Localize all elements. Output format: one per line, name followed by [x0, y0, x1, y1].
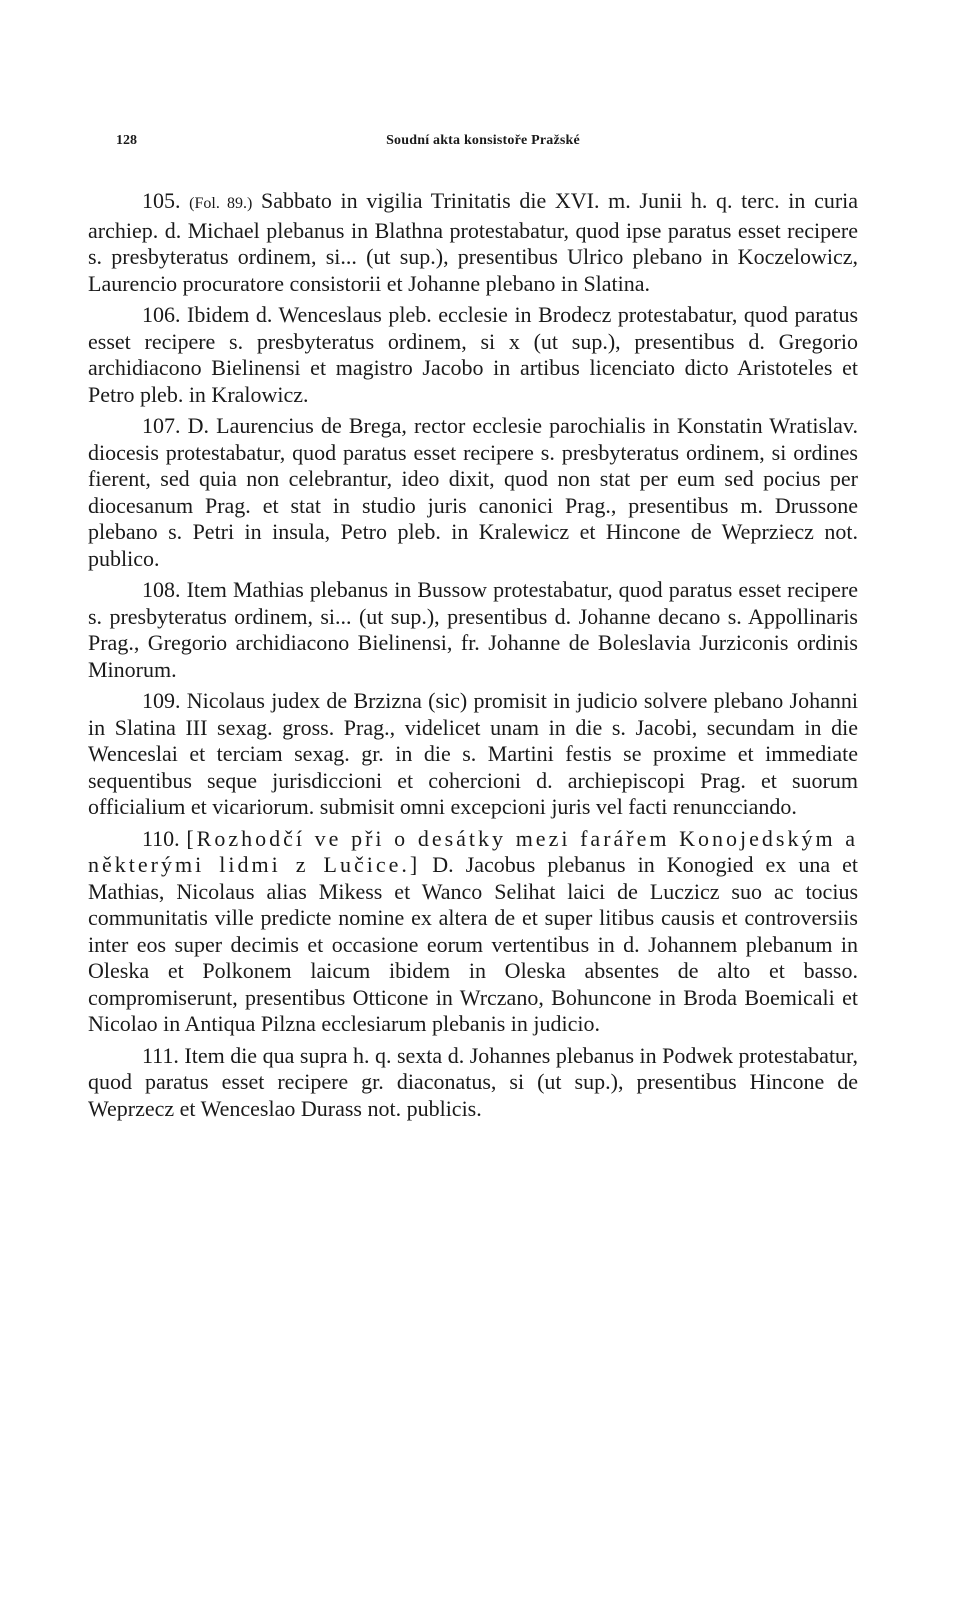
entry-number: 111.: [142, 1042, 179, 1068]
entry-110: [88, 826, 858, 1038]
entry-number: 109.: [142, 688, 181, 713]
entry-text: Nicolaus judex de Brzizna (sic) promisit in judicio solvere plebano Johanni in Slatina III sexag. gross. Prag., videlicet unam in die s. Jacobi, secundam in die Wenceslai et terciam sexag. gr. in die s. Martini festis se proxime et immediate sequentibus seque jurisdiccioni et cohercioni d. archiepiscopi Prag. et suorum officialium et vicariorum. submisit omni excepcioni juris vel facti renuncciando.: [88, 688, 858, 819]
entry-number: 108.: [142, 577, 181, 602]
entry-106: [88, 302, 858, 408]
entry-number: 110.: [142, 825, 180, 851]
entry-109: [88, 688, 858, 821]
entry-text: D. Jacobus plebanus in Konogied ex una et Mathias, Nicolaus alias Mikess et Wanco Selihat laici de Luczicz suo ac tocius communitatis ville predicte nomine ex altera de et super litibus causis et controversiis inter eos super decimis et occasione eorum vertentibus in d. Johannem plebanum in Oleska et Polkonem laicum ibidem in Oleska absentes de alto et basso. compromiserunt, presentibus Otticone in Wrczano, Bohuncone in Broda Boemicali et Nicolao in Antiqua Pilzna ecclesiarum plebanis in judicio.: [88, 852, 859, 1036]
entry-text: Ibidem d. Wenceslaus pleb. ecclesie in Brodecz protestabatur, quod paratus esset recipere s. presbyteratus ordinem, si x (ut sup.), presentibus d. Gregorio archidiacono Bielinensi et magistro Jacobo in artibus licenciato dicto Aristoteles et Petro pleb. in Kralowicz.: [88, 302, 858, 407]
page-number: 128: [116, 133, 137, 148]
entry-text: Item die qua supra h. q. sexta d. Johannes plebanus in Podwek protestabatur, quod paratus esset recipere gr. diaconatus, si (ut sup.), presentibus Hincone de Weprzecz et Wenceslao Durass not. publicis.: [88, 1042, 859, 1121]
entry-107: [88, 413, 858, 572]
entry-number: 106.: [142, 302, 181, 327]
entry-number: 107.: [142, 413, 181, 438]
entry-105: [88, 188, 858, 297]
entry-text: Sabbato in vigilia Trinitatis die XVI. m. Junii h. q. terc. in curia archiep. d. Michael plebanus in Blathna protestabatur, quod ipse paratus esset recipere s. presbyteratus ordinem, si... (ut sup.), presentibus Ulrico plebano in Koczelowicz, Laurencio procuratore consistorii et Johanne plebano in Slatina.: [88, 188, 859, 296]
entry-text: Item Mathias plebanus in Bussow protestabatur, quod paratus esset recipere s. presbyteratus ordinem, si... (ut sup.), presentibus d. Johanne decano s. Appollinaris Prag., Gregorio archidiacono Bielinensi, fr. Johanne de Boleslavia Jurziconis ordinis Minorum.: [88, 577, 858, 682]
entry-111: [88, 1043, 858, 1123]
entry-rubric: [Rozhodčí ve při o desátky mezi farářem Konojedským a některými lidmi z Lučice.]: [88, 825, 859, 877]
running-head: [116, 133, 850, 153]
running-title: Soudní akta konsistoře Pražské: [386, 133, 580, 148]
folio-reference: (Fol. 89.): [189, 195, 253, 212]
entry-text: D. Laurencius de Brega, rector ecclesie parochialis in Konstatin Wratislav. diocesis protestabatur, quod paratus esset recipere s. presbyteratus ordinem, si ordines fierent, sed quia non celebrantur, ideo dixit, quod non stat per eum sed pocius per diocesanum Prag. et stat in studio juris canonici Prag., presentibus m. Drussone plebano s. Petri in insula, Petro pleb. in Kralewicz et Hincone de Weprziecz not. publico.: [88, 413, 859, 571]
entry-108: [88, 577, 858, 683]
document-body: [88, 188, 858, 1127]
entry-number: 105.: [142, 188, 181, 213]
